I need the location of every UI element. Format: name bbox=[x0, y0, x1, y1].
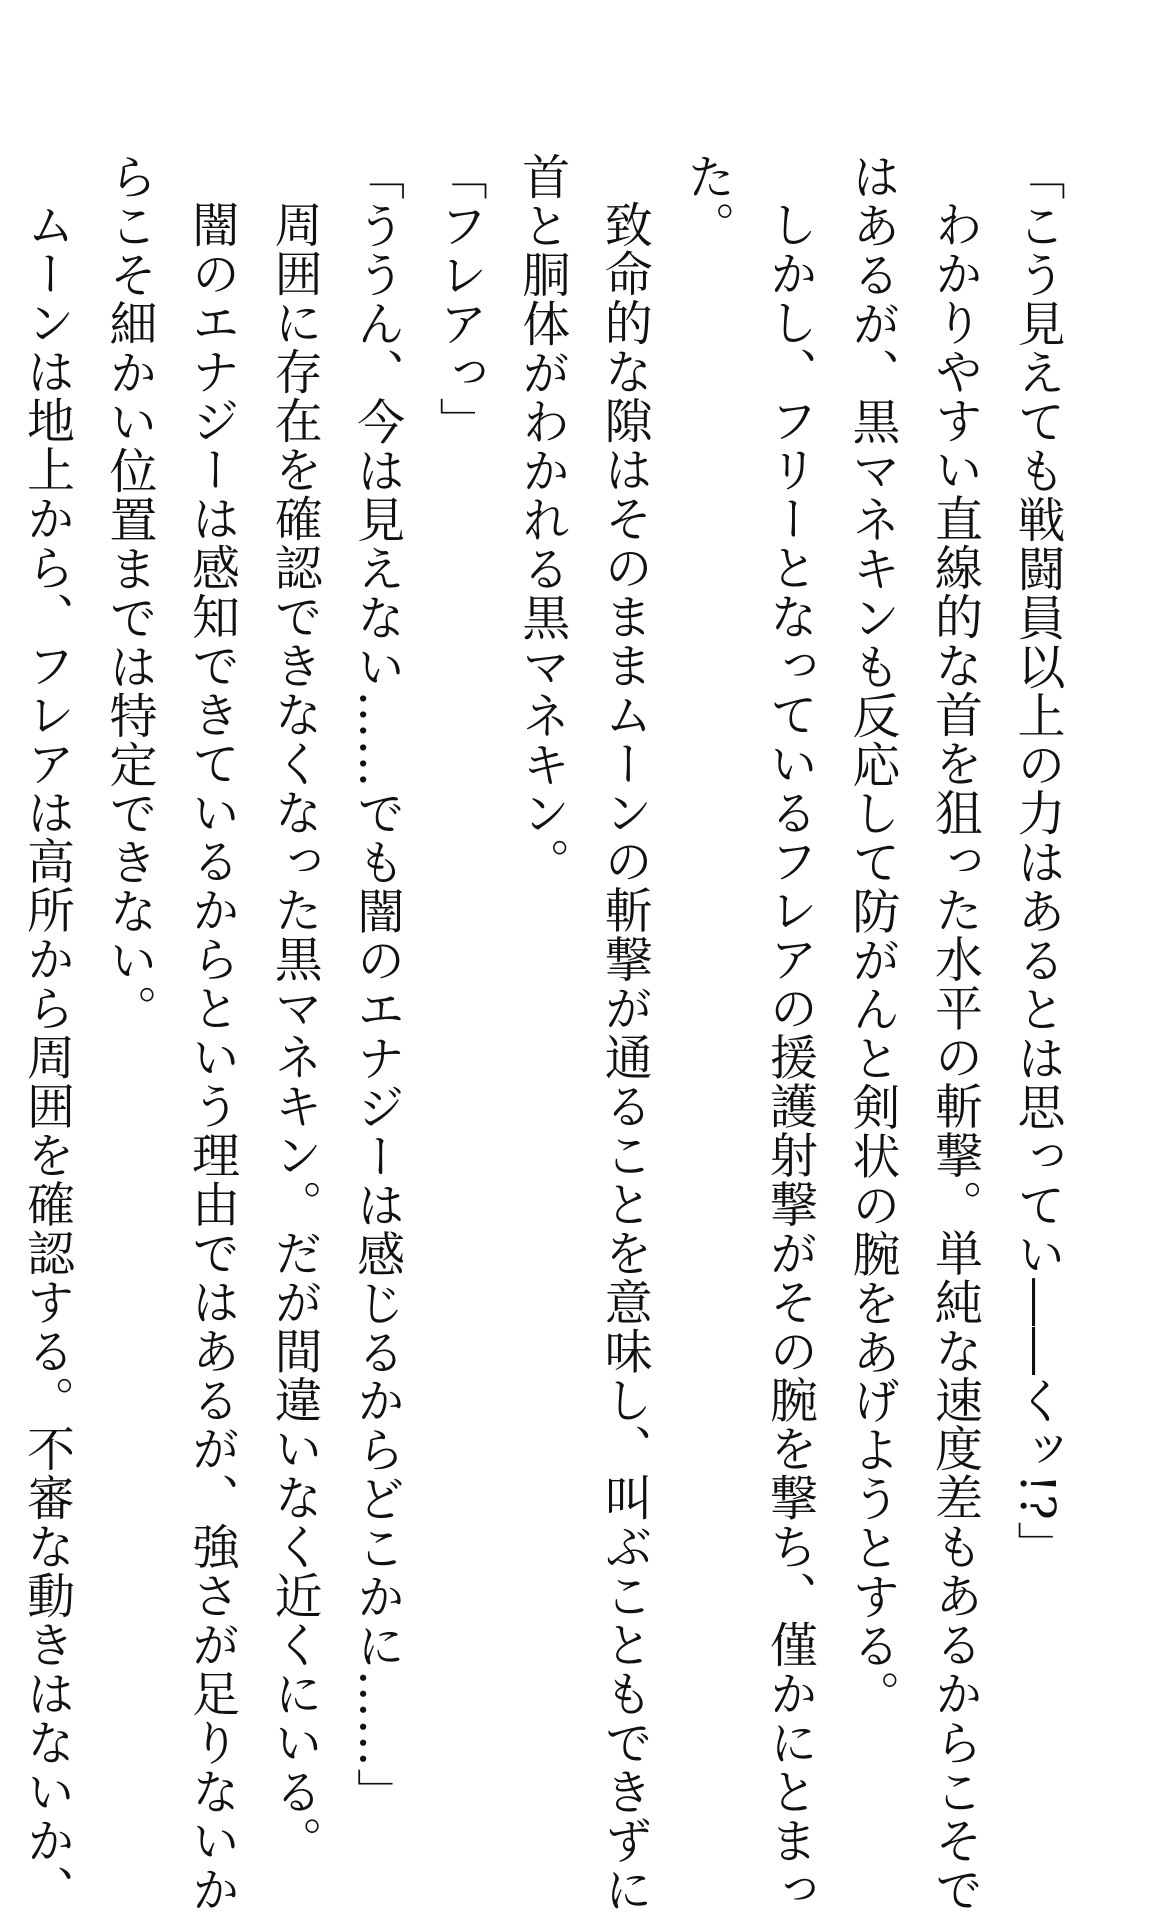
text-line: はあるが、黒マネキンも反応して防がんと剣状の腕をあげようとする。 bbox=[843, 152, 900, 1719]
text-line: らこそ細かい位置までは特定できない。 bbox=[100, 152, 157, 1034]
text-line: 闇のエナジーは感知できているからという理由ではあるが、強さが足りないか bbox=[183, 200, 240, 1914]
text-line: た。 bbox=[678, 152, 735, 250]
text-line: 周囲に存在を確認できなくなった黒マネキン。だが間違いなく近くにいる。 bbox=[266, 200, 323, 1865]
text-line: 「こう見えても戦闘員以上の力はあるとは思ってい――くッ!?」 bbox=[1009, 152, 1065, 1570]
text-line: 致命的な隙はそのままムーンの斬撃が通ることを意味し、叫ぶこともできずに bbox=[596, 200, 653, 1914]
text-line: ムーンは地上から、フレアは高所から周囲を確認する。不審な動きはないか、 bbox=[18, 200, 75, 1914]
text-line: わかりやすい直線的な首を狙った水平の斬撃。単純な速度差もあるからこそで bbox=[926, 200, 983, 1914]
text-line: 首と胴体がわかれる黒マネキン。 bbox=[513, 152, 570, 887]
dialogue-line: 「フレアっ」 bbox=[431, 152, 488, 446]
text-line: しかし、フリーとなっているフレアの援護射撃がその腕を撃ち、僅かにとまっ bbox=[761, 200, 818, 1914]
dialogue-line: 「ううん、今は見えない……でも闇のエナジーは感じるからどこかに……」 bbox=[348, 152, 405, 1817]
novel-text-body bbox=[18, 152, 1078, 1914]
